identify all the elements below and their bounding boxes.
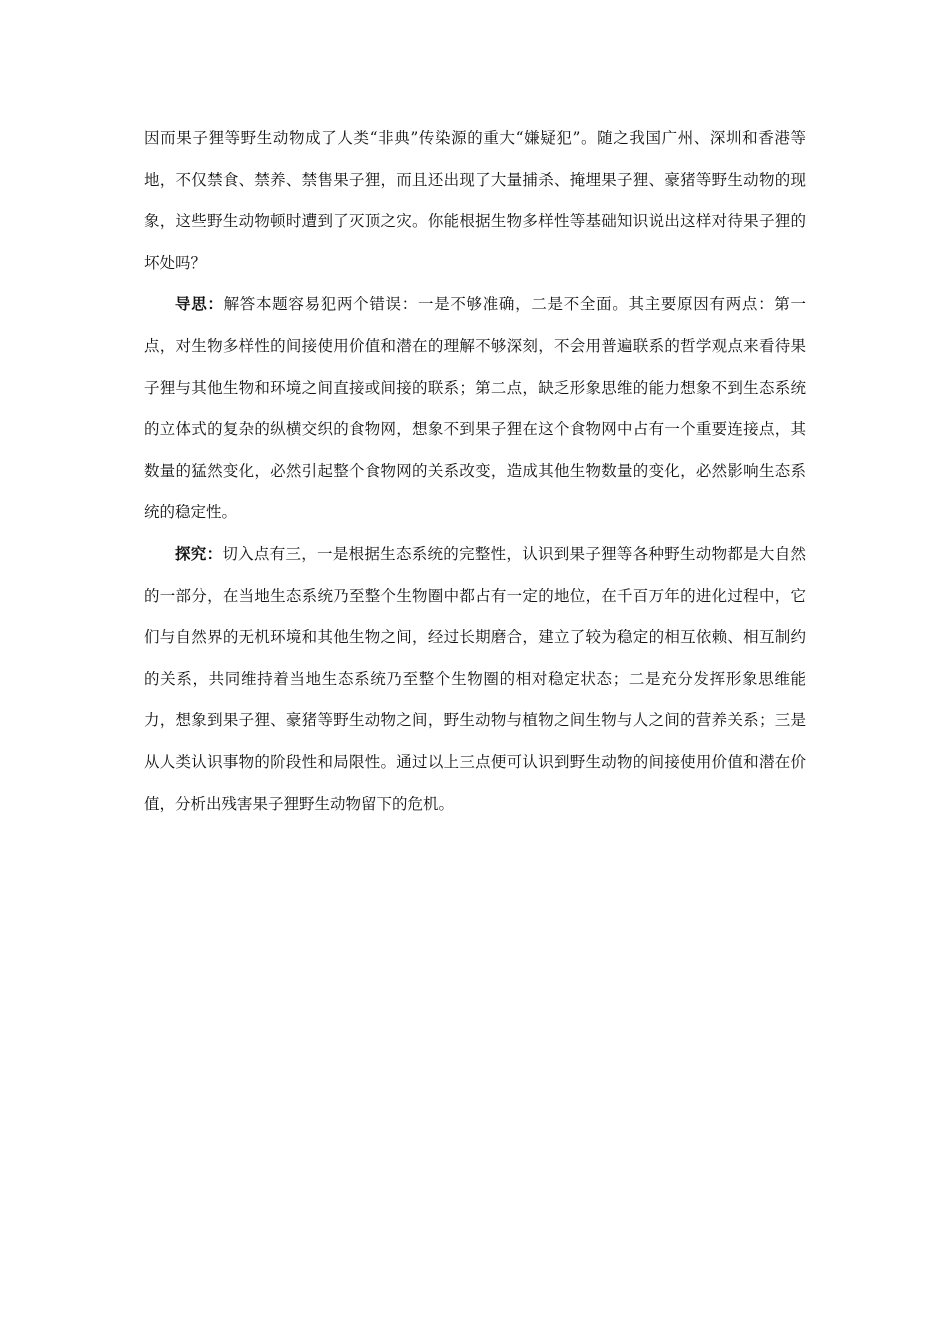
guide-paragraph <box>144 284 806 534</box>
explore-paragraph <box>144 534 806 825</box>
intro-paragraph: 因而果子狸等野生动物成了人类“非典”传染源的重大“嫌疑犯”。随之我国广州、深圳和香港等地，不仅禁食、禁养、禁售果子狸，而且还出现了大量捕杀、掩埋果子狸、豪猪等野生动物的现象，这些野生动物顿时遭到了灭顶之灾。你能根据生物多样性等基础知识说出这样对待果子狸的坏处吗？ <box>144 129 806 272</box>
document-body <box>144 118 806 825</box>
explore-label: 探究： <box>175 544 223 563</box>
guide-label: 导思： <box>175 295 224 314</box>
explore-text: 切入点有三，一是根据生态系统的完整性，认识到果子狸等各种野生动物都是大自然的一部分，在当地生态系统乃至整个生物圈中都占有一定的地位，在千百万年的进化过程中，它们与自然界的无机环境和其他生物之间，经过长期磨合，建立了较为稳定的相互依赖、相互制约的关系，共同维持着当地生态系统乃至整个生物圈的相对稳定状态；二是充分发挥形象思维能力，想象到果子狸、豪猪等野生动物之间，野生动物与植物之间生物与人之间的营养关系；三是从人类认识事物的阶段性和局限性。通过以上三点便可认识到野生动物的间接使用价值和潜在价值，分析出残害果子狸野生动物留下的危机。 <box>144 544 806 813</box>
guide-text: 解答本题容易犯两个错误：一是不够准确，二是不全面。其主要原因有两点：第一点，对生物多样性的间接使用价值和潜在的理解不够深刻，不会用普遍联系的哲学观点来看待果子狸与其他生物和环境之间直接或间接的联系；第二点，缺乏形象思维的能力想象不到生态系统的立体式的复杂的纵横交织的食物网，想象不到果子狸在这个食物网中占有一个重要连接点，其数量的猛然变化，必然引起整个食物网的关系改变，造成其他生物数量的变化，必然影响生态系统的稳定性。 <box>144 295 806 522</box>
